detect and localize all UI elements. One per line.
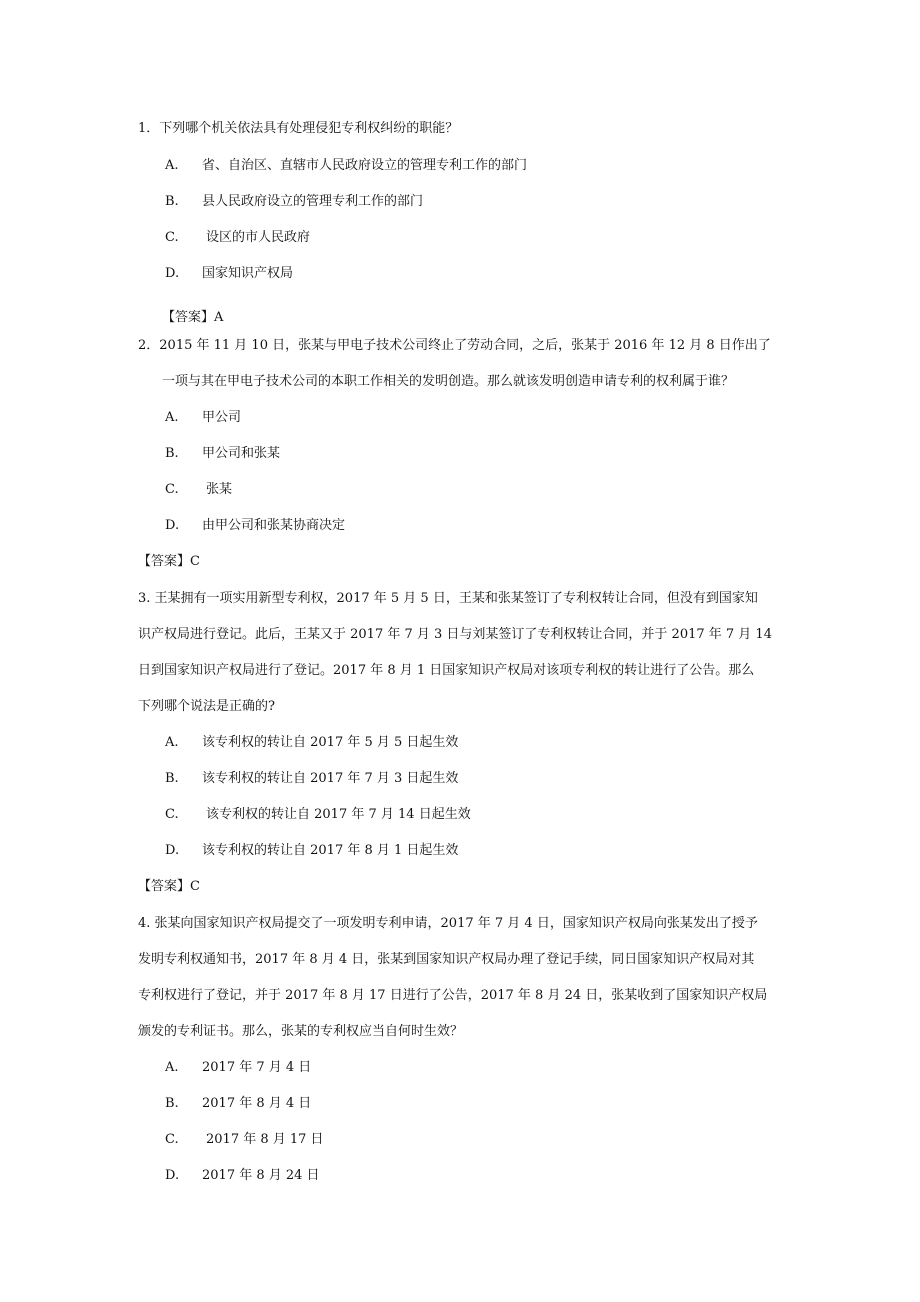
question-2-stem-line-1: 2．2015 年 11 月 10 日，张某与甲电子技术公司终止了劳动合同，之后，张某于 2016 年 12 月 8 日作出了	[138, 338, 771, 353]
question-2-option-a-text: 甲公司	[202, 410, 242, 425]
question-3-option-b-letter: B.	[165, 771, 179, 786]
question-3-option-c-text: 该专利权的转让自 2017 年 7 月 14 日起生效	[206, 807, 471, 822]
question-3-option-b-text: 该专利权的转让自 2017 年 7 月 3 日起生效	[202, 771, 459, 786]
question-3-option-d-letter: D.	[165, 843, 180, 858]
question-1-option-b-letter: B.	[165, 194, 179, 209]
question-1-option-c-text: 设区的市人民政府	[206, 230, 311, 245]
question-4-stem-line-3: 专利权进行了登记，并于 2017 年 8 月 17 日进行了公告，2017 年 8 月 24 日，张某收到了国家知识产权局	[138, 988, 768, 1003]
question-1-option-a-letter: A.	[165, 158, 179, 173]
question-1-option-c-letter: C.	[165, 230, 179, 245]
question-3-stem-line-2: 识产权局进行登记。此后，王某又于 2017 年 7 月 3 日与刘某签订了专利权转让合同，并于 2017 年 7 月 14	[138, 627, 772, 642]
question-1-option-a-text: 省、自治区、直辖市人民政府设立的管理专利工作的部门	[202, 158, 528, 173]
question-2-option-b-text: 甲公司和张某	[202, 446, 281, 461]
question-4-option-d-text: 2017 年 8 月 24 日	[202, 1168, 320, 1183]
question-2-option-d-text: 由甲公司和张某协商决定	[202, 518, 346, 533]
question-4-option-b-text: 2017 年 8 月 4 日	[202, 1096, 312, 1111]
question-3-option-c-letter: C.	[165, 807, 179, 822]
question-4-stem-line-4: 颁发的专利证书。那么，张某的专利权应当自何时生效？	[138, 1024, 464, 1039]
question-2-option-d-letter: D.	[165, 518, 180, 533]
question-1-option-d-text: 国家知识产权局	[202, 266, 294, 281]
question-2-option-c-letter: C.	[165, 482, 179, 497]
question-3-option-a-letter: A.	[165, 735, 179, 750]
question-2-option-c-text: 张某	[206, 482, 233, 497]
question-1-option-d-letter: D.	[165, 266, 180, 281]
question-4-option-c-text: 2017 年 8 月 17 日	[206, 1132, 324, 1147]
question-3-option-d-text: 该专利权的转让自 2017 年 8 月 1 日起生效	[202, 843, 459, 858]
question-2-stem-line-2: 一项与其在甲电子技术公司的本职工作相关的发明创造。那么就该发明创造申请专利的权利属于谁？	[162, 374, 735, 389]
question-4-option-a-letter: A.	[165, 1060, 179, 1075]
question-1-answer: 【答案】A	[162, 310, 224, 325]
question-4-option-a-text: 2017 年 7 月 4 日	[202, 1060, 312, 1075]
question-4-option-c-letter: C.	[165, 1132, 179, 1147]
question-4-stem-line-2: 发明专利权通知书，2017 年 8 月 4 日，张某到国家知识产权局办理了登记手续，同日国家知识产权局对其	[138, 952, 755, 967]
question-2-answer: 【答案】C	[138, 554, 200, 569]
question-3-stem-line-1: 3. 王某拥有一项实用新型专利权，2017 年 5 月 5 日，王某和张某签订了专利权转让合同，但没有到国家知	[138, 591, 758, 606]
question-4-stem-line-1: 4. 张某向国家知识产权局提交了一项发明专利申请，2017 年 7 月 4 日，国家知识产权局向张某发出了授予	[138, 916, 758, 931]
question-4-option-d-letter: D.	[165, 1168, 180, 1183]
question-3-option-a-text: 该专利权的转让自 2017 年 5 月 5 日起生效	[202, 735, 459, 750]
question-2-option-b-letter: B.	[165, 446, 179, 461]
question-3-stem-line-4: 下列哪个说法是正确的?	[138, 699, 275, 714]
question-1-stem: 1．下列哪个机关依法具有处理侵犯专利权纠纷的职能？	[138, 121, 459, 136]
question-3-stem-line-3: 日到国家知识产权局进行了登记。2017 年 8 月 1 日国家知识产权局对该项专利权的转让进行了公告。那么	[138, 663, 755, 678]
question-3-answer: 【答案】C	[138, 879, 200, 894]
question-4-option-b-letter: B.	[165, 1096, 179, 1111]
question-2-option-a-letter: A.	[165, 410, 179, 425]
question-1-option-b-text: 县人民政府设立的管理专利工作的部门	[202, 194, 424, 209]
